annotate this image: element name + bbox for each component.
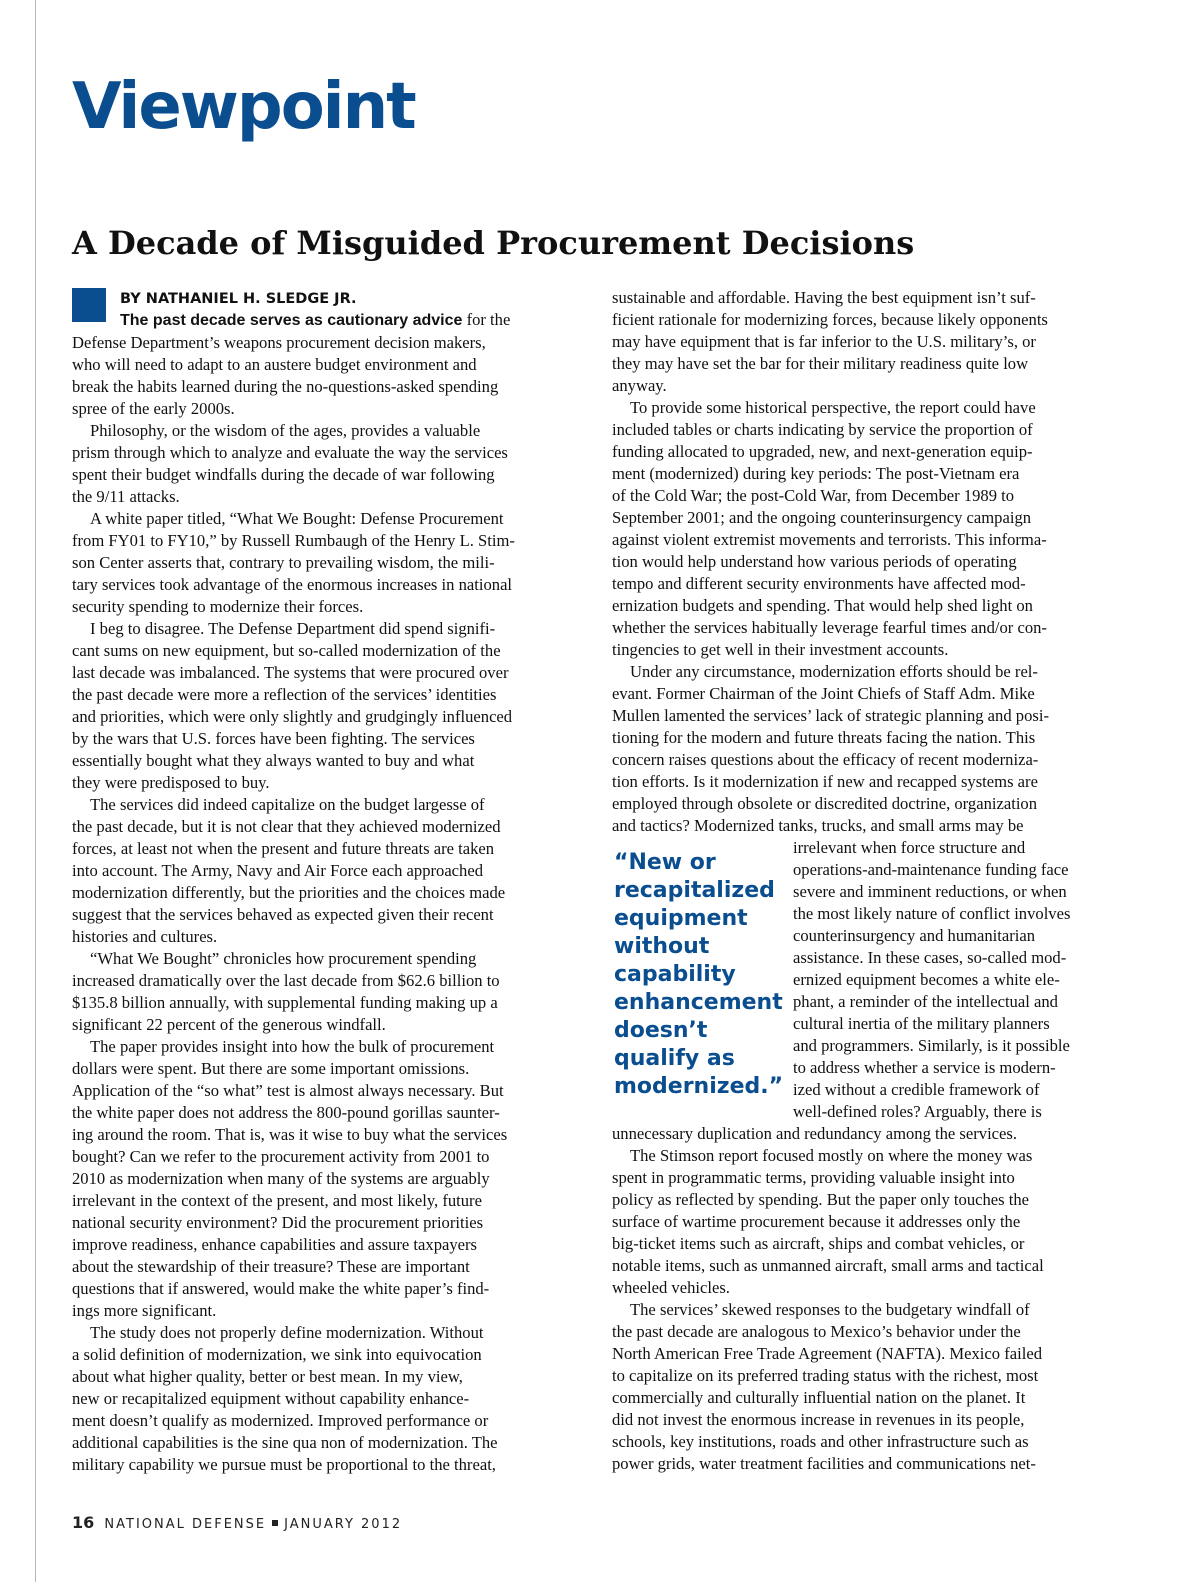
pull-quote-line: “New or <box>614 850 716 875</box>
body-line: modernization differently, but the priorities and the choices made <box>72 883 506 902</box>
pull-quote <box>614 849 784 1101</box>
lead-in: The past decade serves as cautionary advice <box>120 312 463 329</box>
body-line: tioning for the modern and future threats facing the nation. This <box>612 728 1036 747</box>
body-line: may have equipment that is far inferior to the U.S. military’s, or <box>612 332 1036 351</box>
body-line: tary services took advantage of the enormous increases in national <box>72 575 513 594</box>
body-line: essentially bought what they always wanted to buy and what <box>72 751 475 770</box>
body-line: the white paper does not address the 800-pound gorillas saunter- <box>72 1103 500 1122</box>
byline-row <box>72 287 578 309</box>
body-line: ized without a credible framework of <box>793 1080 1040 1099</box>
footer-separator <box>272 1520 278 1526</box>
body-line: the most likely nature of conflict involves <box>793 904 1071 923</box>
body-line: surface of wartime procurement because it addresses only the <box>612 1212 1021 1231</box>
body-line: to capitalize on its preferred trading status with the richest, most <box>612 1366 1039 1385</box>
body-line: ings more significant. <box>72 1301 217 1320</box>
body-line: into account. The Army, Navy and Air Force each approached <box>72 861 484 880</box>
body-line: The Stimson report focused mostly on where the money was <box>630 1146 1033 1165</box>
body-line: Application of the “so what” test is almost always necessary. But <box>72 1081 504 1100</box>
left-column <box>72 287 578 1476</box>
body-line: cultural inertia of the military planners <box>793 1014 1050 1033</box>
body-line: spree of the early 2000s. <box>72 399 235 418</box>
pull-quote-line: doesn’t <box>614 1018 708 1043</box>
body-line: included tables or charts indicating by service the proportion of <box>612 420 1033 439</box>
body-line: and tactics? Modernized tanks, trucks, and small arms may be <box>612 816 1024 835</box>
body-line: severe and imminent reductions, or when <box>793 882 1067 901</box>
body-line: a solid definition of modernization, we sink into equivocation <box>72 1345 482 1364</box>
body-line: well-defined roles? Arguably, there is <box>793 1102 1042 1121</box>
body-line: ficient rationale for modernizing forces, because likely opponents <box>612 310 1048 329</box>
body-line: they may have set the bar for their military readiness quite low <box>612 354 1029 373</box>
body-line: forces, at least not when the present and future threats are taken <box>72 839 495 858</box>
body-line: schools, key institutions, roads and other infrastructure such as <box>612 1432 1029 1451</box>
pull-quote-line: enhancement <box>614 990 783 1015</box>
pull-quote-line: capability <box>614 962 736 987</box>
body-line: about what higher quality, better or best mean. In my view, <box>72 1367 463 1386</box>
body-line: policy as reflected by spending. But the paper only touches the <box>612 1190 1030 1209</box>
body-line: phant, a reminder of the intellectual and <box>793 992 1058 1011</box>
publication-name: NATIONAL DEFENSE <box>104 1517 267 1532</box>
body-line: of the Cold War; the post-Cold War, from December 1989 to <box>612 486 1015 505</box>
body-line: The paper provides insight into how the bulk of procurement <box>90 1037 495 1056</box>
body-line: September 2001; and the ongoing counterinsurgency campaign <box>612 508 1032 527</box>
body-line: against violent extremist movements and terrorists. This informa- <box>612 530 1047 549</box>
body-line: ment (modernized) during key periods: The post-Vietnam era <box>612 464 1020 483</box>
body-line: significant 22 percent of the generous windfall. <box>72 1015 386 1034</box>
body-line: big-ticket items such as aircraft, ships and combat vehicles, or <box>612 1234 1025 1253</box>
body-line: power grids, water treatment facilities and communications net- <box>612 1454 1036 1473</box>
body-line: To provide some historical perspective, the report could have <box>630 398 1036 417</box>
text-beside-quote <box>793 837 1118 1123</box>
right-column <box>612 287 1115 1475</box>
body-line: tion efforts. Is it modernization if new and recapped systems are <box>612 772 1038 791</box>
page-edge-rule <box>35 0 36 1582</box>
body-line: by the wars that U.S. forces have been fighting. The services <box>72 729 475 748</box>
body-line: bought? Can we refer to the procurement activity from 2001 to <box>72 1147 490 1166</box>
body-line: last decade was imbalanced. The systems that were procured over <box>72 663 509 682</box>
body-line: $135.8 billion annually, with supplemental funding making up a <box>72 993 498 1012</box>
body-line: son Center asserts that, contrary to prevailing wisdom, the mili- <box>72 553 495 572</box>
body-line: unnecessary duplication and redundancy among the services. <box>612 1124 1018 1143</box>
body-line: employed through obsolete or discredited doctrine, organization <box>612 794 1038 813</box>
body-line: commercially and culturally influential nation on the planet. It <box>612 1388 1026 1407</box>
body-line: did not invest the enormous increase in revenues in its people, <box>612 1410 1025 1429</box>
issue-date: JANUARY 2012 <box>284 1517 403 1532</box>
pull-quote-block <box>612 837 1115 1123</box>
body-line: tingencies to get well in their investment accounts. <box>612 640 949 659</box>
body-line: ment doesn’t qualify as modernized. Improved performance or <box>72 1411 489 1430</box>
body-line: national security environment? Did the procurement priorities <box>72 1213 484 1232</box>
body-line: operations-and-maintenance funding face <box>793 860 1069 879</box>
body-line: irrelevant in the context of the present, and most likely, future <box>72 1191 482 1210</box>
body-line: and priorities, which were only slightly and grudgingly influenced <box>72 707 513 726</box>
body-line: ing around the room. That is, was it wise to buy what the services <box>72 1125 508 1144</box>
body-line: military capability we pursue must be proportional to the threat, <box>72 1455 496 1474</box>
body-line: tempo and different security environments have affected mod- <box>612 574 1026 593</box>
pull-quote-line: without <box>614 934 710 959</box>
body-line: spent in programmatic terms, providing valuable insight into <box>612 1168 1015 1187</box>
body-line: the past decade, but it is not clear that they achieved modernized <box>72 817 501 836</box>
body-line: The study does not properly define modernization. Without <box>90 1323 484 1342</box>
body-line: The services did indeed capitalize on the budget largesse of <box>90 795 485 814</box>
body-line: suggest that the services behaved as expected given their recent <box>72 905 494 924</box>
body-line: dollars were spent. But there are some important omissions. <box>72 1059 470 1078</box>
body-line: whether the services habitually leverage fearful times and/or con- <box>612 618 1047 637</box>
body-line: histories and cultures. <box>72 927 218 946</box>
body-line: the 9/11 attacks. <box>72 487 180 506</box>
body-line: questions that if answered, would make the white paper’s find- <box>72 1279 490 1298</box>
page-footer <box>72 1513 402 1532</box>
body-line: break the habits learned during the no-questions-asked spending <box>72 377 499 396</box>
body-line: increased dramatically over the last decade from $62.6 billion to <box>72 971 500 990</box>
body-line: and programmers. Similarly, is it possible <box>793 1036 1070 1055</box>
body-line: funding allocated to upgraded, new, and next-generation equip- <box>612 442 1033 461</box>
body-line: ernization budgets and spending. That would help shed light on <box>612 596 1033 615</box>
body-line: the past decade are analogous to Mexico’s behavior under the <box>612 1322 1021 1341</box>
body-line: prism through which to analyze and evaluate the way the services <box>72 443 508 462</box>
pull-quote-line: qualify as <box>614 1046 735 1071</box>
body-line: cant sums on new equipment, but so-called modernization of the <box>72 641 501 660</box>
body-line: Defense Department’s weapons procurement decision makers, <box>72 333 486 352</box>
body-line: security spending to modernize their forces. <box>72 597 364 616</box>
lead-line <box>72 309 578 332</box>
pull-quote-line: recapitalized <box>614 878 775 903</box>
body-line: Philosophy, or the wisdom of the ages, provides a valuable <box>90 421 481 440</box>
body-line: Under any circumstance, modernization efforts should be rel- <box>630 662 1038 681</box>
byline: BY NATHANIEL H. SLEDGE JR. <box>120 291 357 307</box>
body-line: evant. Former Chairman of the Joint Chiefs of Staff Adm. Mike <box>612 684 1035 703</box>
body-line: assistance. In these cases, so-called mod- <box>793 948 1067 967</box>
body-line: ernized equipment becomes a white ele- <box>793 970 1060 989</box>
body-line: “What We Bought” chronicles how procurement spending <box>90 949 477 968</box>
body-line: notable items, such as unmanned aircraft, small arms and tactical <box>612 1256 1044 1275</box>
body-line: the past decade were more a reflection of the services’ identities <box>72 685 497 704</box>
body-line: additional capabilities is the sine qua non of modernization. The <box>72 1433 498 1452</box>
body-line: to address whether a service is modern- <box>793 1058 1056 1077</box>
body-line: wheeled vehicles. <box>612 1278 730 1297</box>
section-title: Viewpoint <box>72 70 415 144</box>
body-line: A white paper titled, “What We Bought: Defense Procurement <box>90 509 504 528</box>
body-line: irrelevant when force structure and <box>793 838 1026 857</box>
body-line: improve readiness, enhance capabilities and assure taxpayers <box>72 1235 477 1254</box>
body-line: from FY01 to FY10,” by Russell Rumbaugh of the Henry L. Stim- <box>72 531 515 550</box>
body-line: The services’ skewed responses to the budgetary windfall of <box>630 1300 1030 1319</box>
body-line: spent their budget windfalls during the decade of war following <box>72 465 495 484</box>
body-line: who will need to adapt to an austere budget environment and <box>72 355 477 374</box>
body-line: new or recapitalized equipment without capability enhance- <box>72 1389 470 1408</box>
body-line: anyway. <box>612 376 667 395</box>
body-line: about the stewardship of their treasure? These are important <box>72 1257 470 1276</box>
body-line: tion would help understand how various periods of operating <box>612 552 1017 571</box>
body-line: concern raises questions about the efficacy of recent moderniza- <box>612 750 1039 769</box>
body-line: counterinsurgency and humanitarian <box>793 926 1036 945</box>
body-line: 2010 as modernization when many of the systems are arguably <box>72 1169 490 1188</box>
body-line: I beg to disagree. The Defense Department did spend signifi- <box>90 619 496 638</box>
body-line: North American Free Trade Agreement (NAFTA). Mexico failed <box>612 1344 1042 1363</box>
body-line: for the <box>466 310 511 329</box>
pull-quote-line: equipment <box>614 906 748 931</box>
article-headline: A Decade of Misguided Procurement Decisions <box>72 224 915 262</box>
body-line: Mullen lamented the services’ lack of strategic planning and posi- <box>612 706 1049 725</box>
pull-quote-line: modernized.” <box>614 1074 784 1099</box>
body-line: they were predisposed to buy. <box>72 773 270 792</box>
section-marker-square <box>72 288 106 322</box>
page-number: 16 <box>72 1513 95 1532</box>
body-line: sustainable and affordable. Having the best equipment isn’t suf- <box>612 288 1036 307</box>
